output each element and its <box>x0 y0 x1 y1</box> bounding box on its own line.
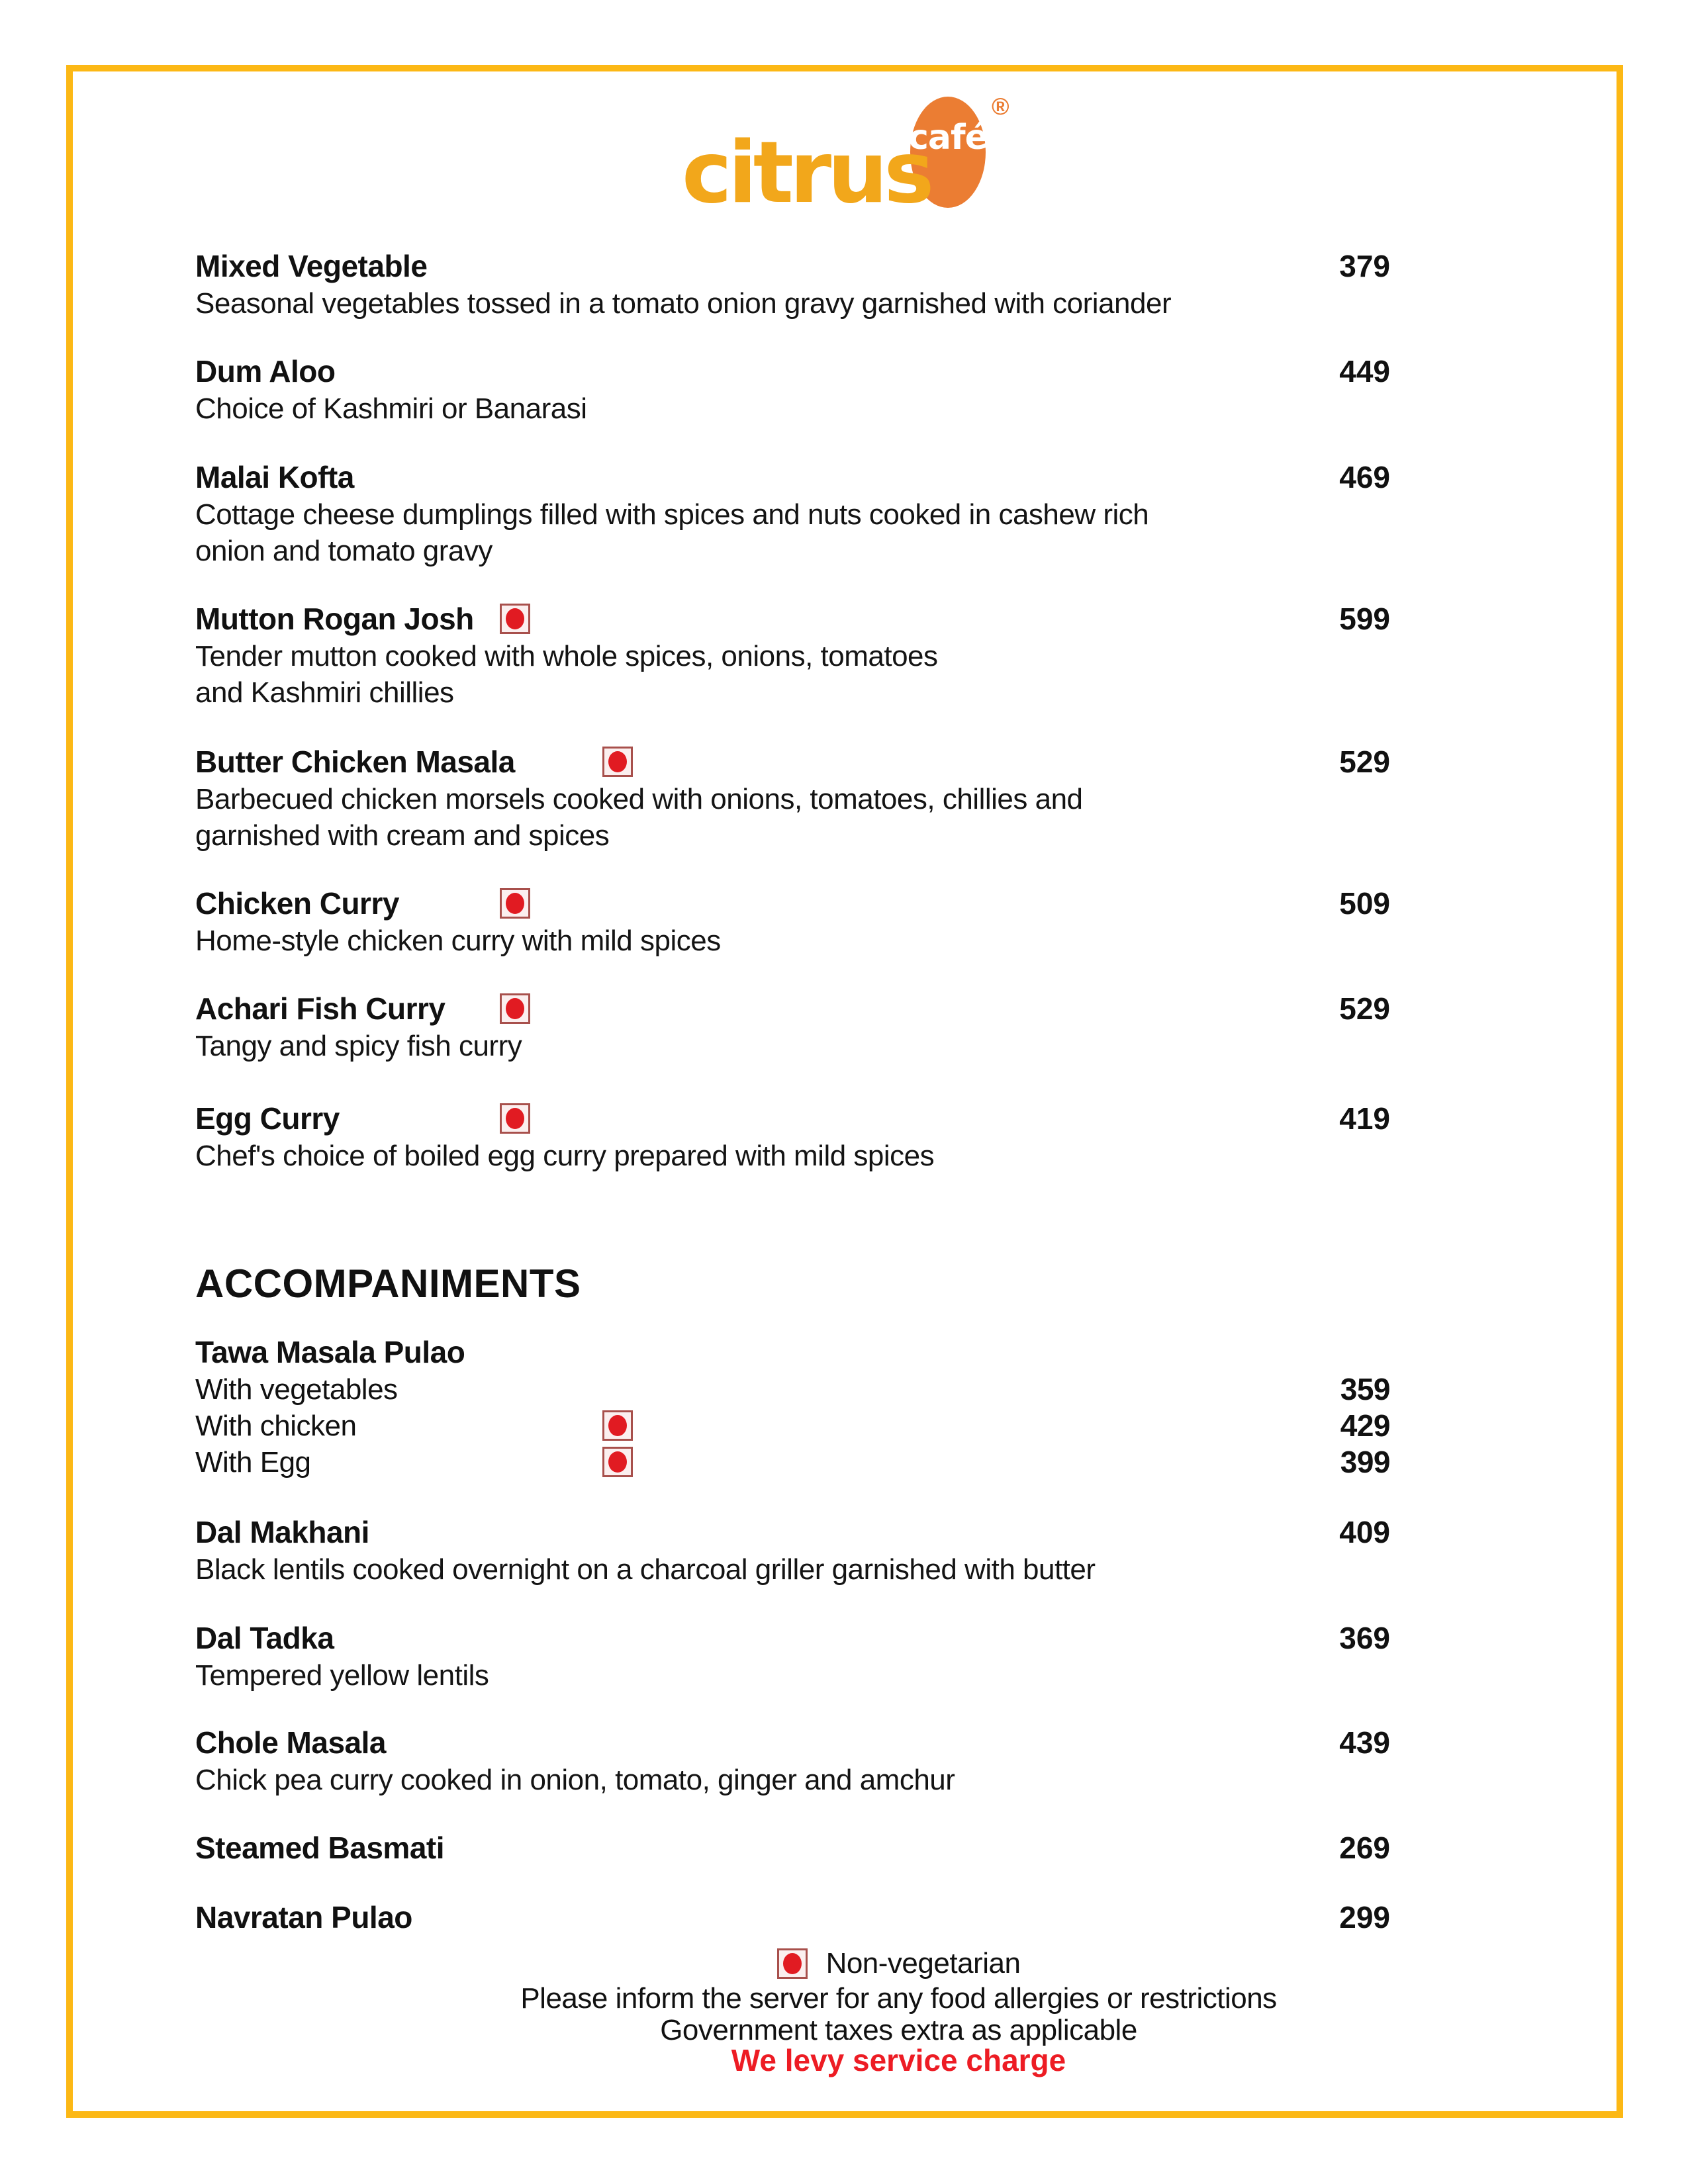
variant-price: 359 <box>1340 1372 1390 1406</box>
non-veg-icon <box>500 888 530 919</box>
menu-item <box>195 1513 1390 1588</box>
menu-item <box>195 458 1390 569</box>
menu-item <box>195 600 1390 711</box>
item-price: 439 <box>1339 1725 1390 1760</box>
menu-item <box>195 1333 1390 1480</box>
item-price: 409 <box>1339 1515 1390 1549</box>
item-price: 369 <box>1339 1621 1390 1655</box>
non-veg-icon <box>500 993 530 1024</box>
variant-label: With chicken <box>195 1410 357 1442</box>
non-veg-legend <box>195 1944 1602 1983</box>
variant-price: 399 <box>1340 1445 1390 1479</box>
menu-item <box>195 884 1390 959</box>
item-price: 599 <box>1339 602 1390 636</box>
item-name: Navratan Pulao <box>195 1900 412 1934</box>
item-price: 469 <box>1339 460 1390 494</box>
menu-item <box>195 1829 1390 1867</box>
item-variant <box>195 1371 1390 1408</box>
item-description: Chef's choice of boiled egg curry prepared with mild spices <box>195 1140 935 1172</box>
menu-item <box>195 352 1390 427</box>
item-name: Mutton Rogan Josh <box>195 602 474 636</box>
menu-item <box>195 1099 1390 1174</box>
item-description: Cottage cheese dumplings filled with spices and nuts cooked in cashew rich onion and tomato gravy <box>195 498 1149 567</box>
item-description: Chick pea curry cooked in onion, tomato, ginger and amchur <box>195 1764 955 1796</box>
item-description: Black lentils cooked overnight on a charcoal griller garnished with butter <box>195 1553 1096 1586</box>
registered-trademark-icon: ® <box>992 93 1009 120</box>
non-veg-icon <box>500 1103 530 1134</box>
item-description: Seasonal vegetables tossed in a tomato onion gravy garnished with coriander <box>195 287 1172 320</box>
item-name: Steamed Basmati <box>195 1831 444 1865</box>
item-price: 449 <box>1339 354 1390 388</box>
item-price: 529 <box>1339 745 1390 779</box>
item-name: Achari Fish Curry <box>195 991 445 1026</box>
menu-item <box>195 989 1390 1064</box>
citrus-cafe-logo <box>682 93 1026 225</box>
item-variant <box>195 1444 1390 1480</box>
item-description: Tender mutton cooked with whole spices, onions, tomatoes and Kashmiri chillies <box>195 640 938 709</box>
brand-wordmark: citrus <box>682 124 931 222</box>
item-price: 269 <box>1339 1831 1390 1865</box>
item-name: Chole Masala <box>195 1725 386 1760</box>
service-charge-note: We levy service charge <box>731 2043 1066 2077</box>
item-name: Egg Curry <box>195 1101 340 1136</box>
allergy-note: Please inform the server for any food allergies or restrictions <box>520 1982 1277 2015</box>
item-name: Tawa Masala Pulao <box>195 1335 465 1369</box>
item-name: Dum Aloo <box>195 354 336 388</box>
section-heading-accompaniments: ACCOMPANIMENTS <box>195 1261 581 1306</box>
variant-label: With Egg <box>195 1446 311 1479</box>
menu-item <box>195 1619 1390 1694</box>
item-name: Butter Chicken Masala <box>195 745 515 779</box>
item-name: Mixed Vegetable <box>195 249 428 283</box>
menu-item <box>195 1898 1390 1936</box>
item-price: 509 <box>1339 886 1390 921</box>
item-description: Choice of Kashmiri or Banarasi <box>195 392 587 425</box>
menu-item <box>195 743 1390 854</box>
item-description: Tempered yellow lentils <box>195 1659 489 1692</box>
item-price: 419 <box>1339 1101 1390 1136</box>
item-price: 529 <box>1339 991 1390 1026</box>
variant-price: 429 <box>1340 1408 1390 1443</box>
cafe-badge-label: café <box>908 118 988 158</box>
item-variant <box>195 1408 1390 1444</box>
item-name: Dal Tadka <box>195 1621 334 1655</box>
non-veg-icon <box>602 1447 633 1477</box>
item-price: 299 <box>1339 1900 1390 1934</box>
menu-item <box>195 247 1390 322</box>
non-veg-icon <box>602 747 633 777</box>
item-name: Dal Makhani <box>195 1515 369 1549</box>
menu-item <box>195 1723 1390 1798</box>
item-name: Chicken Curry <box>195 886 399 921</box>
non-veg-icon <box>777 1948 808 1979</box>
item-name: Malai Kofta <box>195 460 354 494</box>
item-description: Tangy and spicy fish curry <box>195 1030 522 1062</box>
variant-label: With vegetables <box>195 1373 398 1406</box>
item-price: 379 <box>1339 249 1390 283</box>
tax-note: Government taxes extra as applicable <box>660 2014 1137 2046</box>
non-veg-icon <box>602 1410 633 1441</box>
non-veg-legend-label: Non-vegetarian <box>825 1947 1021 1979</box>
item-description: Barbecued chicken morsels cooked with onions, tomatoes, chillies and garnished with cream and spices <box>195 783 1083 852</box>
item-description: Home-style chicken curry with mild spices <box>195 925 721 957</box>
non-veg-icon <box>500 604 530 634</box>
